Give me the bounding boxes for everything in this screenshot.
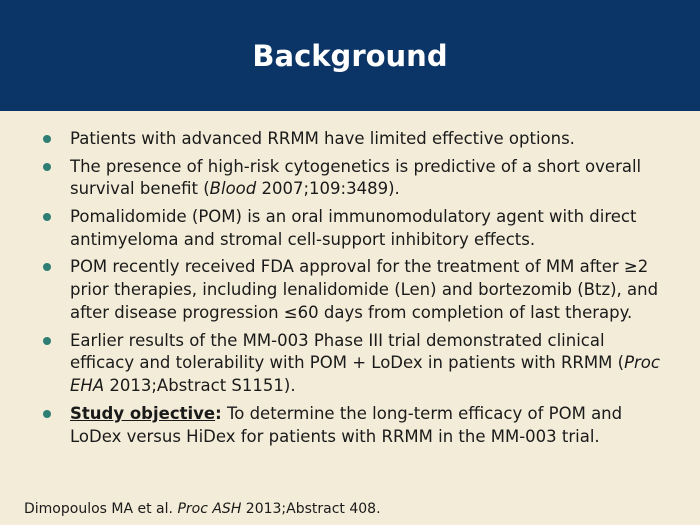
bullet-item [40,128,660,151]
footnote-journal: Proc ASH [177,501,242,517]
bullet-text: Pomalidomide (POM) is an oral immunomodulatory agent with direct antimyeloma and stromal cell-support inhibitory effects. [70,206,637,249]
footnote-details: 2013;Abstract 408. [241,501,381,517]
slide-title: Background [252,39,448,73]
header-band [0,0,700,111]
citation-journal: Blood [209,179,257,199]
bullet-list [40,128,660,453]
study-objective-label: Study objective [70,403,216,423]
bullet-item [40,330,660,398]
footnote-authors: Dimopoulos MA et al. [24,501,178,517]
bullet-dot-icon [43,163,51,171]
bullet-text: The presence of high-risk cytogenetics is predictive of a short overall survival benefit ( [70,156,642,199]
bullet-dot-icon [43,337,51,345]
citation-journal: Proc EHA [70,353,660,396]
citation-details: 2007;109:3489). [256,179,400,199]
bullet-text: To determine the long-term efficacy of POM and LoDex versus HiDex for patients with RRMM in the MM-003 trial. [70,403,623,446]
bullet-item [40,206,660,252]
bullet-text: Earlier results of the MM-003 Phase III trial demonstrated clinical efficacy and tolerability with POM + LoDex in patients with RRMM ( [70,330,625,373]
bullet-text: Patients with advanced RRMM have limited effective options. [70,129,575,148]
bullet-item [40,156,660,202]
bullet-dot-icon [43,410,51,418]
study-objective-colon: : [215,403,222,423]
bullet-text: POM recently received FDA approval for the treatment of MM after ≥2 prior therapies, including lenalidomide (Len) and bortezomib (Btz), and after disease progression ≤60 days from completion of last therapy. [70,257,659,322]
bullet-item [40,256,660,324]
bullet-dot-icon [43,263,51,271]
bullet-dot-icon [43,135,51,143]
citation-details: 2013;Abstract S1151). [104,376,296,396]
bullet-item-objective [40,403,660,449]
bullet-dot-icon [43,213,51,221]
footnote [24,500,381,518]
